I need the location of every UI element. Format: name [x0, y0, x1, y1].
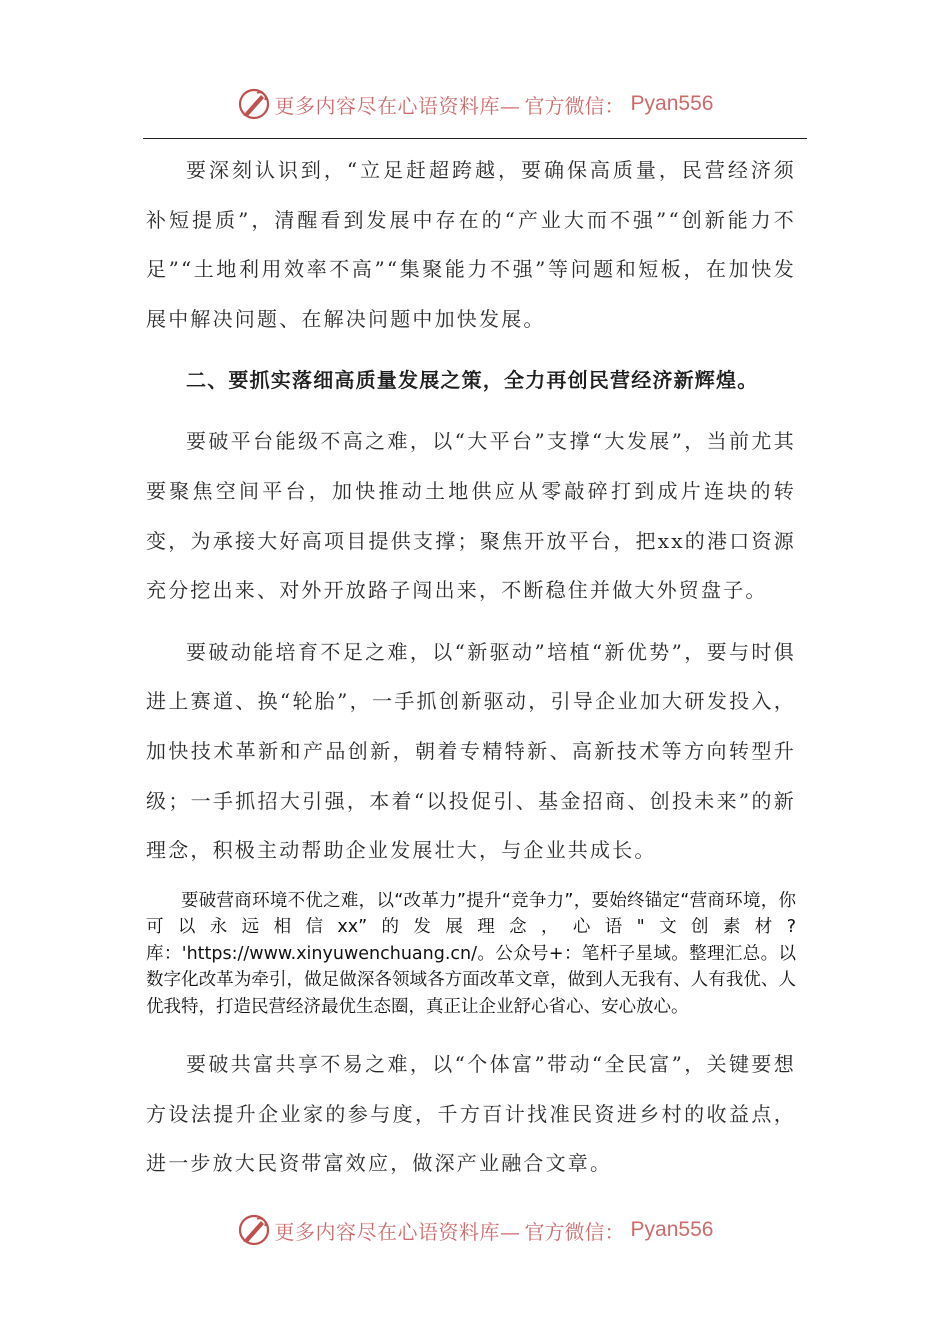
pen-logo-icon [237, 1213, 271, 1247]
footer-banner [237, 1213, 714, 1247]
paragraph-1: 要深刻认识到，“立足赶超跨越，要确保高质量，民营经济须补短提质”，清醒看到发展中存在的“产业大而不强”“创新能力不足”“土地利用效率不高”“集聚能力不强”等问题和短板，在加快发展中解决问题、在解决问题中加快发展。 [146, 158, 796, 331]
paragraph-3: 要破动能培育不足之难，以“新驱动”培植“新优势”，要与时俱进上赛道、换“轮胎”，一手抓创新驱动，引导企业加大研发投入，加快技术革新和产品创新，朝着专精特新、高新技术等方向转型升级；一手抓招大引强，本着“以投促引、基金招商、创投未来”的新理念，积极主动帮助企业发展壮大，与企业共成长。 [146, 639, 796, 863]
paragraph-4: 要破营商环境不优之难，以“改革力”提升“竞争力”，要始终锚定“营商环境，你可以永远相信xx”的发展理念，心语"文创素材?库：'https://www.xinyuwenchuang.cn/。公众号+：笔杆子星域。整理汇总。以数字化改革为牵引，做足做深各领域各方面改革文章，做到人无我有、人有我优、人优我特，打造民营经济最优生态圈，真正让企业舒心省心、安心放心。 [146, 890, 796, 1017]
header-banner-text: 更多内容尽在心语资料库— [274, 93, 521, 118]
header-divider [143, 138, 807, 139]
footer-wechat-id: Pyan556 [630, 1218, 714, 1241]
header-banner [237, 87, 714, 121]
paragraph-5: 要破共富共享不易之难，以“个体富”带动“全民富”，关键要想方设法提升企业家的参与度，千方百计找准民资进乡村的收益点，进一步放大民资带富效应，做深产业融合文章。 [146, 1052, 796, 1176]
pen-logo-icon [237, 87, 271, 121]
paragraph-2: 要破平台能级不高之难，以“大平台”支撑“大发展”，当前尤其要聚焦空间平台，加快推动土地供应从零敲碎打到成片连块的转变，为承接大好高项目提供支撑；聚焦开放平台，把xx的港口资源充分挖出来、对外开放路子闯出来，不断稳住并做大外贸盘子。 [146, 429, 796, 603]
header-wechat-id: Pyan556 [630, 92, 714, 115]
footer-banner-text: 更多内容尽在心语资料库— [274, 1219, 521, 1244]
page-footer [0, 1210, 950, 1250]
document-body [146, 146, 796, 1201]
header-wechat-label: 官方微信： [524, 93, 625, 118]
section-heading: 二、要抓实落细高质量发展之策，全力再创民营经济新辉煌。 [186, 368, 759, 393]
page-header [0, 84, 950, 124]
footer-wechat-label: 官方微信： [524, 1219, 625, 1244]
